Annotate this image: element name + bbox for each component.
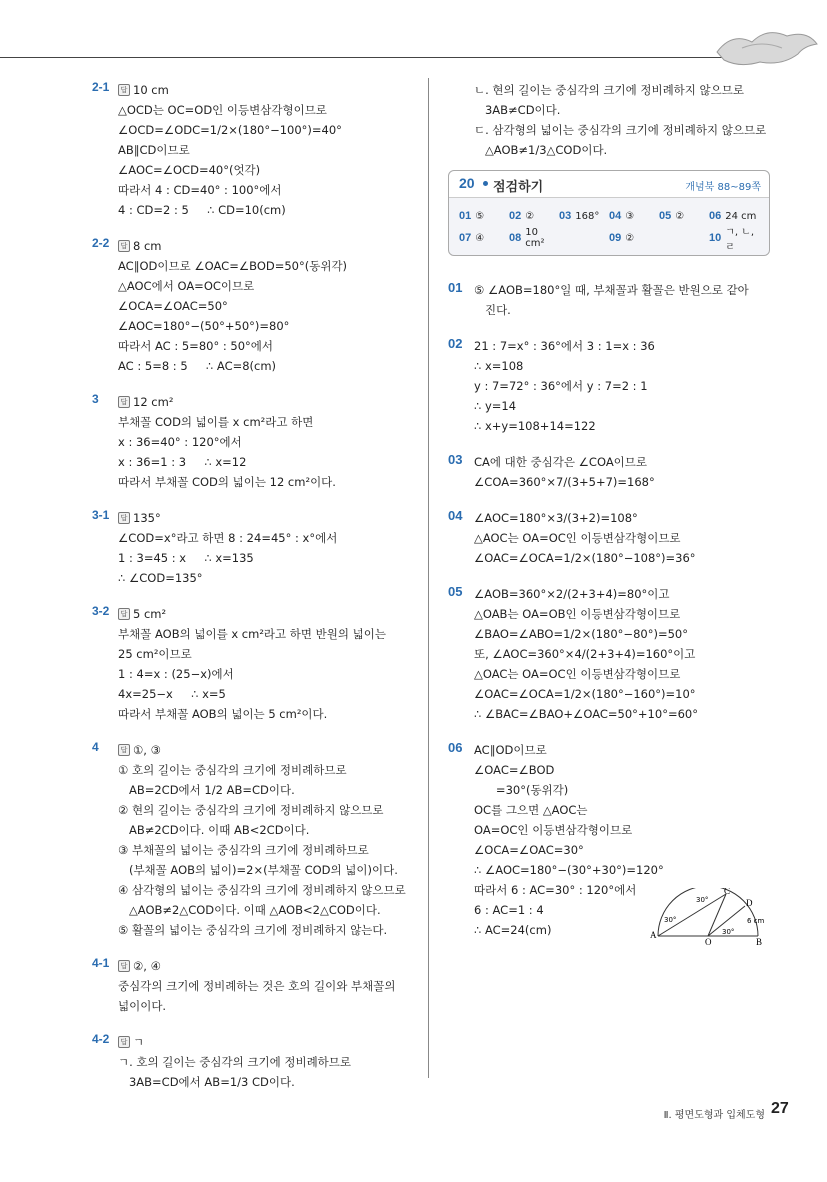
answer-badge-icon: 답 [118, 396, 130, 408]
solution-line: ∠COA=360°×7/(3+5+7)=168° [474, 475, 655, 489]
problem-solution [92, 740, 414, 940]
answer-badge-icon: 답 [118, 960, 130, 972]
solution-line: ∠OAC=∠OCA=1/2×(180°−160°)=10° [474, 687, 696, 701]
answer-cell-value: ⑤ [475, 210, 485, 222]
solution-line: ∠OAC=∠BOD [474, 763, 555, 777]
solution-line: OA=OC인 이등변삼각형이므로 [474, 823, 633, 837]
solution-line: x : 36=1 : 3 ∴ x=12 [118, 455, 247, 469]
check-header [449, 171, 769, 198]
page-number: 27 [771, 1100, 789, 1117]
solution-line: 또, ∠AOC=360°×4/(2+3+4)=160°이고 [474, 647, 696, 661]
solution-line: y : 7=72° : 36°에서 y : 7=2 : 1 [474, 379, 648, 393]
point-d-label: D [746, 898, 753, 908]
solution-line: ∠OCD=∠ODC=1/2×(180°−100°)=40° [118, 123, 342, 137]
answer-cell-number: 08 [509, 232, 522, 244]
column-divider [428, 78, 429, 1078]
solution-line: OC를 그으면 △AOC는 [474, 803, 588, 817]
solution-line: x : 36=40° : 120°에서 [118, 435, 242, 449]
answer-cell [709, 210, 759, 222]
problem-number: 2-1 [92, 80, 110, 94]
answer-grid [459, 205, 759, 253]
semicircle-figure [650, 888, 770, 946]
answer-badge-icon: 답 [118, 240, 130, 252]
answer-badge-icon: 답 [118, 84, 130, 96]
solution-line: AB∥CD이므로 [118, 143, 190, 157]
answer-value: 12 cm² [133, 395, 174, 409]
point-o-label: O [705, 937, 712, 946]
solution-line: (부채꼴 AOB의 넓이)=2×(부채꼴 COD의 넓이)이다. [118, 863, 398, 877]
solution-line: ∠AOC=∠OCD=40°(엇각) [118, 163, 261, 177]
solution-line: 1 : 4=x : (25−x)에서 [118, 667, 234, 681]
problem-number: 3-1 [92, 508, 110, 522]
answer-cell-number: 09 [609, 232, 622, 244]
point-a-label: A [650, 930, 657, 940]
problem-solution [92, 1032, 414, 1092]
answer-cell-value: ㄱ, ㄴ, ㄹ [725, 227, 755, 253]
answer-cell-number: 04 [609, 210, 622, 222]
footer-section: Ⅱ. 평면도형과 입체도형 [663, 1110, 765, 1121]
problem-solution [92, 604, 414, 724]
solution-line: ㄱ. 호의 길이는 중심각의 크기에 정비례하므로 [118, 1055, 352, 1069]
problem-number: 06 [448, 740, 463, 755]
answer-cell [509, 227, 559, 249]
answer-cell-number: 03 [559, 210, 572, 222]
solution-line: ∴ ∠BAC=∠BAO+∠OAC=50°+10°=60° [474, 707, 698, 721]
answer-value: 135° [133, 511, 161, 525]
answer-cell-number: 06 [709, 210, 722, 222]
answer-value: ①, ③ [133, 743, 161, 757]
check-number: 20 [459, 175, 475, 191]
answer-cell-number: 10 [709, 232, 722, 244]
answer-cell-number: 05 [659, 210, 672, 222]
solution-line: AB≠2CD이다. 이때 AB<2CD이다. [118, 823, 310, 837]
answer-cell [559, 210, 609, 222]
solution-line: ⑤ ∠AOB=180°일 때, 부채꼴과 활꼴은 반원으로 같아 [474, 283, 749, 297]
solution-line: △OAC는 OA=OC인 이등변삼각형이므로 [474, 667, 681, 681]
answer-value: 8 cm [133, 239, 162, 253]
problem-number: 02 [448, 336, 463, 351]
length-label: 6 cm [747, 917, 765, 925]
answer-cell-value: ② [625, 232, 635, 244]
answer-value: 10 cm [133, 83, 169, 97]
check-section [448, 170, 770, 256]
answer-cell-value: 24 cm [725, 210, 757, 222]
angle-label-1: 30° [664, 916, 677, 924]
answer-cell-number: 07 [459, 232, 472, 244]
angle-label-3: 30° [722, 928, 735, 936]
answer-cell [459, 210, 509, 222]
problem-solution [92, 392, 414, 492]
answer-cell-value: 10 cm² [525, 227, 545, 249]
problem-solution [92, 236, 414, 376]
solution-line: 6 : AC=1 : 4 [474, 903, 544, 917]
problem-number: 04 [448, 508, 463, 523]
problem-solution [448, 280, 770, 320]
solution-line: 따라서 부채꼴 COD의 넓이는 12 cm²이다. [118, 475, 336, 489]
solution-line: ∠COD=x°라고 하면 8 : 24=45° : x°에서 [118, 531, 338, 545]
solution-line: ∠OCA=∠OAC=30° [474, 843, 584, 857]
solution-line: 중심각의 크기에 정비례하는 것은 호의 길이와 부채꼴의 [118, 979, 396, 993]
angle-label-2: 30° [696, 896, 709, 904]
solution-line: ④ 삼각형의 넓이는 중심각의 크기에 정비례하지 않으므로 [118, 883, 406, 897]
solution-line: ∴ ∠AOC=180°−(30°+30°)=120° [474, 863, 664, 877]
problem-number: 01 [448, 280, 463, 295]
solution-line: 1 : 3=45 : x ∴ x=135 [118, 551, 254, 565]
problem-number: 4-1 [92, 956, 110, 970]
solution-line: AC : 5=8 : 5 ∴ AC=8(cm) [118, 359, 277, 373]
solution-line: 4 : CD=2 : 5 ∴ CD=10(cm) [118, 203, 286, 217]
solution-line: △AOC에서 OA=OC이므로 [118, 279, 255, 293]
solution-line: 3AB=CD에서 AB=1/3 CD이다. [118, 1075, 295, 1089]
bullet-icon [483, 181, 488, 186]
answer-cell-number: 02 [509, 210, 522, 222]
solution-line: 넓이이다. [118, 999, 167, 1013]
problem-number: 03 [448, 452, 463, 467]
solution-line: 21 : 7=x° : 36°에서 3 : 1=x : 36 [474, 339, 655, 353]
solution-line: ∠OAC=∠OCA=1/2×(180°−108°)=36° [474, 551, 696, 565]
solution-line: 따라서 부채꼴 AOB의 넓이는 5 cm²이다. [118, 707, 328, 721]
check-title: 점검하기 [493, 180, 544, 195]
solution-line: 부채꼴 AOB의 넓이를 x cm²라고 하면 반원의 넓이는 [118, 627, 386, 641]
solution-line: △AOB≠1/3△COD이다. [474, 143, 608, 157]
solution-line: 진다. [474, 303, 511, 317]
solution-line: 따라서 AC : 5=80° : 50°에서 [118, 339, 273, 353]
solution-line: ∠OCA=∠OAC=50° [118, 299, 228, 313]
check-reference: 개념북 88~89쪽 [685, 182, 761, 193]
problem-solution [448, 508, 770, 568]
left-column [92, 80, 414, 1108]
solution-line: ∴ AC=24(cm) [474, 923, 552, 937]
solution-line: 따라서 4 : CD=40° : 100°에서 [118, 183, 282, 197]
problem-number: 3-2 [92, 604, 110, 618]
solution-line: ① 호의 길이는 중심각의 크기에 정비례하므로 [118, 763, 347, 777]
problem-number: 4 [92, 740, 99, 754]
dragon-ornament-icon [712, 22, 822, 74]
solution-line: 4x=25−x ∴ x=5 [118, 687, 226, 701]
answer-value: 5 cm² [133, 607, 167, 621]
answer-cell-number: 01 [459, 210, 472, 222]
problem-number: 4-2 [92, 1032, 110, 1046]
answer-cell-value: 168° [575, 210, 600, 222]
answer-value: ㄱ [133, 1035, 145, 1049]
solution-line: =30°(동위각) [474, 783, 569, 797]
header-rule [0, 57, 740, 58]
solution-line: ㄷ. 삼각형의 넓이는 중심각의 크기에 정비례하지 않으므로 [474, 123, 767, 137]
answer-badge-icon: 답 [118, 608, 130, 620]
solution-line: ③ 부채꼴의 넓이는 중심각의 크기에 정비례하므로 [118, 843, 369, 857]
problem-solution [92, 508, 414, 588]
solution-line: △OAB는 OA=OB인 이등변삼각형이므로 [474, 607, 681, 621]
solution-line: ∴ y=14 [474, 399, 517, 413]
answer-cell [659, 210, 709, 222]
solution-line: AB=2CD에서 1/2 AB=CD이다. [118, 783, 295, 797]
solution-line: ∴ x=108 [474, 359, 524, 373]
problem-number: 05 [448, 584, 463, 599]
solution-line: AC∥OD이므로 ∠OAC=∠BOD=50°(동위각) [118, 259, 348, 273]
problem-number: 2-2 [92, 236, 110, 250]
solution-line: △AOC는 OA=OC인 이등변삼각형이므로 [474, 531, 681, 545]
point-c-label: C [724, 888, 731, 896]
answer-cell [509, 210, 559, 222]
solution-line: ⑤ 활꼴의 넓이는 중심각의 크기에 정비례하지 않는다. [118, 923, 388, 937]
point-b-label: B [756, 937, 763, 946]
solution-line: AC∥OD이므로 [474, 743, 547, 757]
solution-line: △OCD는 OC=OD인 이등변삼각형이므로 [118, 103, 327, 117]
answer-cell [609, 210, 659, 222]
solution-line: ∴ ∠COD=135° [118, 571, 203, 585]
problem-solution [448, 584, 770, 724]
right-column [448, 80, 770, 956]
answer-cell [459, 232, 509, 244]
answer-cell-value: ② [675, 210, 685, 222]
problem-solution [92, 80, 414, 220]
solution-line: ② 현의 길이는 중심각의 크기에 정비례하지 않으므로 [118, 803, 384, 817]
solution-line: ㄴ. 현의 길이는 중심각의 크기에 정비례하지 않으므로 [474, 83, 744, 97]
solution-line: ∠BAO=∠ABO=1/2×(180°−80°)=50° [474, 627, 688, 641]
answer-value: ②, ④ [133, 959, 161, 973]
answer-cell [709, 223, 759, 253]
answer-cell-value: ④ [475, 232, 485, 244]
problem-solution [448, 336, 770, 436]
solution-line: 3AB≠CD이다. [474, 103, 561, 117]
answer-cell-value: ② [525, 210, 535, 222]
problem-solution [448, 452, 770, 492]
problem-number: 3 [92, 392, 99, 406]
answer-badge-icon: 답 [118, 744, 130, 756]
solution-line: 따라서 6 : AC=30° : 120°에서 [474, 883, 637, 897]
solution-line: 부채꼴 COD의 넓이를 x cm²라고 하면 [118, 415, 314, 429]
answer-badge-icon: 답 [118, 512, 130, 524]
solution-line: CA에 대한 중심각은 ∠COA이므로 [474, 455, 648, 469]
answer-cell-value: ③ [625, 210, 635, 222]
solution-line: △AOB≠2△COD이다. 이때 △AOB<2△COD이다. [118, 903, 381, 917]
solution-line: ∠AOB=360°×2/(2+3+4)=80°이고 [474, 587, 670, 601]
solution-line: ∠AOC=180°×3/(3+2)=108° [474, 511, 638, 525]
problem-solution [92, 956, 414, 1016]
solution-line: 25 cm²이므로 [118, 647, 192, 661]
solution-line: ∴ x+y=108+14=122 [474, 419, 596, 433]
continued-4-2 [474, 80, 770, 160]
answer-badge-icon: 답 [118, 1036, 130, 1048]
solution-line: ∠AOC=180°−(50°+50°)=80° [118, 319, 290, 333]
answer-cell [609, 232, 659, 244]
